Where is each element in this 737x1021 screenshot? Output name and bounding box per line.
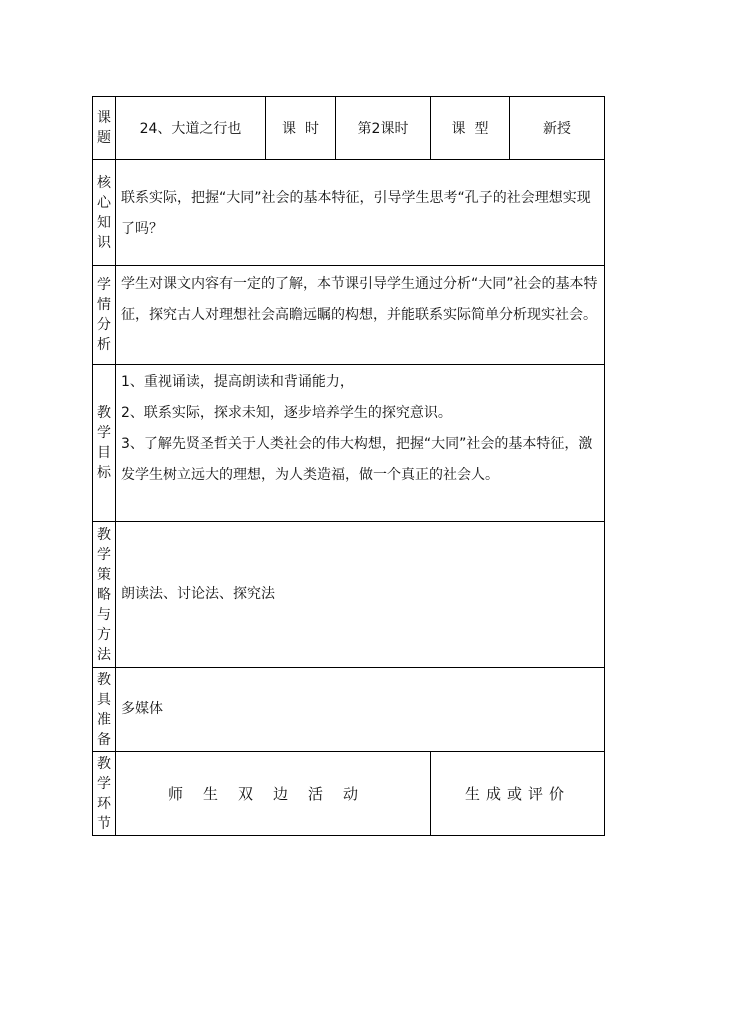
period-label-cell: [266, 97, 336, 160]
strategy-text: 朗读法、讨论法、探究法: [121, 586, 275, 602]
teaching-goals-label-cell: [93, 365, 116, 522]
type-value-cell: [510, 97, 605, 160]
topic-label-cell: [93, 97, 116, 160]
strategy-label-cell: [93, 522, 116, 668]
tools-row: [93, 668, 605, 752]
tools-text: 多媒体: [121, 701, 163, 717]
core-knowledge-content-cell: [116, 160, 605, 266]
core-knowledge-label: 核心知识: [97, 174, 111, 251]
process-label-cell: [93, 752, 116, 836]
process-label: 教学环节: [97, 755, 111, 832]
student-analysis-label: 学情分析: [97, 277, 111, 353]
lesson-plan-table: [92, 96, 605, 836]
topic-label: 课题: [97, 110, 111, 146]
teaching-goals-label: 教学目标: [97, 405, 111, 481]
process-activity-heading: 师生双边活动: [167, 785, 378, 803]
student-analysis-text: 学生对课文内容有一定的了解，本节课引导学生通过分析“大同”社会的基本特征，探究古人对理想社会高瞻远瞩的构想，并能联系实际简单分析现实社会。: [121, 276, 598, 323]
tools-content-cell: [116, 668, 605, 752]
teaching-goal-item-2: 2、联系实际，探求未知，逐步培养学生的探究意识。: [121, 405, 452, 421]
core-knowledge-label-cell: [93, 160, 116, 266]
teaching-goals-row: [93, 365, 605, 522]
period-value-cell: [336, 97, 431, 160]
student-analysis-content-cell: [116, 266, 605, 365]
teaching-goals-content-cell: [116, 365, 605, 522]
type-label: 课 型: [451, 121, 489, 137]
core-knowledge-text: 联系实际，把握“大同”社会的基本特征，引导学生思考“孔子的社会理想实现了吗？: [121, 190, 591, 237]
strategy-content-cell: [116, 522, 605, 668]
type-label-cell: [431, 97, 510, 160]
process-row: [93, 752, 605, 836]
topic-value: 24、大道之行也: [139, 121, 242, 137]
process-evaluation-cell: [431, 752, 605, 836]
strategy-label: 教学策略与方法: [97, 526, 111, 663]
process-activity-cell: [116, 752, 431, 836]
teaching-goal-item-1: 1、重视诵读，提高朗读和背诵能力，: [121, 374, 354, 390]
period-label: 课 时: [282, 121, 319, 137]
header-row: [93, 97, 605, 160]
period-value: 第2课时: [357, 121, 409, 137]
tools-label: 教具准备: [97, 671, 111, 748]
teaching-goal-item-3: 3、了解先贤圣哲关于人类社会的伟大构想，把握“大同”社会的基本特征，激发学生树立远大的理想，为人类造福，做一个真正的社会人。: [121, 436, 593, 483]
topic-value-cell: [116, 97, 266, 160]
student-analysis-label-cell: [93, 266, 116, 365]
student-analysis-row: [93, 266, 605, 365]
tools-label-cell: [93, 668, 116, 752]
strategy-row: [93, 522, 605, 668]
core-knowledge-row: [93, 160, 605, 266]
type-value: 新授: [543, 121, 571, 137]
process-evaluation-heading: 生成或评价: [464, 785, 570, 803]
